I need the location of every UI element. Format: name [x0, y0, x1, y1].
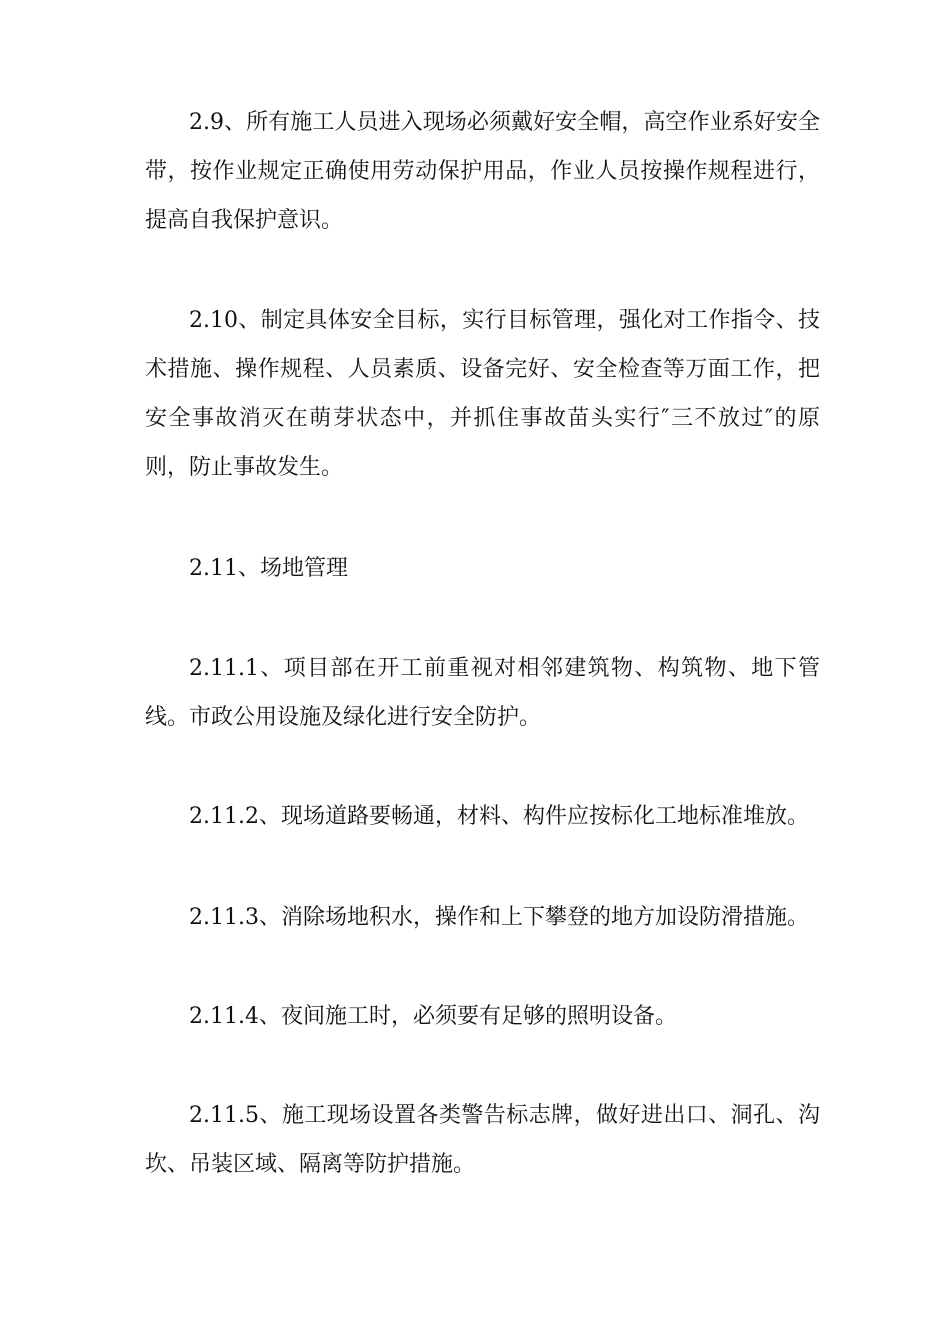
paragraph-2-10: 2.10、制定具体安全目标，实行目标管理，强化对工作指令、技术措施、操作规程、人员素质、设备完好、安全检查等万面工作，把安全事故消灭在萌芽状态中，并抓住事故苗头实行″三不放过″的原则，防止事故发生。 [145, 308, 820, 480]
paragraph-2-11-heading: 2.11、场地管理 [189, 556, 348, 581]
paragraph-2-11-2: 2.11.2、现场道路要畅通，材料、构件应按标化工地标准堆放。 [189, 804, 809, 829]
paragraph-2-11-4: 2.11.4、夜间施工时，必须要有足够的照明设备。 [189, 1004, 677, 1029]
paragraph-2-11-3: 2.11.3、消除场地积水，操作和上下攀登的地方加设防滑措施。 [189, 905, 809, 930]
paragraph-2-9: 2.9、所有施工人员进入现场必须戴好安全帽，高空作业系好安全带，按作业规定正确使用劳动保护用品，作业人员按操作规程进行，提高自我保护意识。 [145, 110, 820, 233]
paragraph-2-11-1: 2.11.1、项目部在开工前重视对相邻建筑物、构筑物、地下管线。市政公用设施及绿化进行安全防护。 [145, 656, 820, 730]
paragraph-2-11-5: 2.11.5、施工现场设置各类警告标志牌，做好进出口、洞孔、沟坎、吊装区域、隔离等防护措施。 [145, 1103, 820, 1177]
